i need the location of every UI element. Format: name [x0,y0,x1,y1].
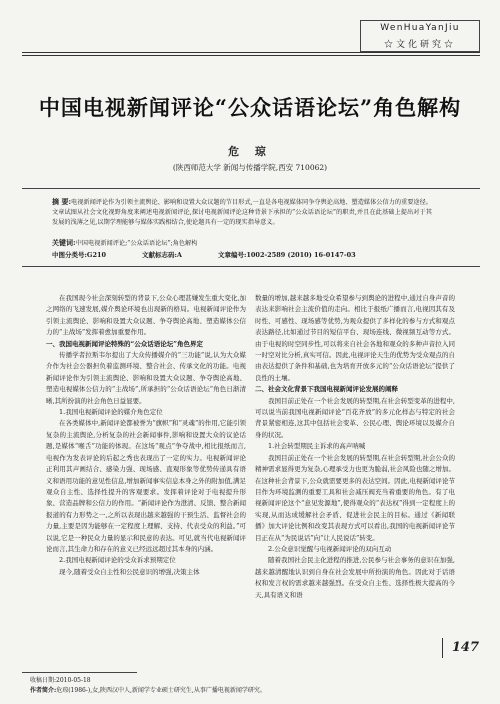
subsection-heading: 2.我国电视新闻评论的受众诉求预期定位 [59,556,176,565]
section-heading: 二、社会文化背景下我国电视新闻评论发展的阐释 [255,385,398,394]
author-bio [30,686,266,695]
paragraph: 随着我国社会民主化进程的推进,公民参与社会事务的意识在加强,越来越清醒地认识到自身在社会发展中所扮演的角色。因此对于话语权和发言权的需求越来越强烈。在受众自主性、选择性极大提高的今天,具有语义和语 [255,556,455,599]
section-heading: 一、我国电视新闻评论特殊的“公众话语论坛”角色界定 [46,339,203,348]
paragraph: 在各类媒体中,新闻评论都被誉为“旗帜”和“灵魂”的作用,它能引领复杂的主流舆论,分析复杂的社会新闻事件,影响和设置大众的议论话题,是媒体“喉舌”功能的体现。在这场“观点”争夺战中,相比报纸而言,电视作为发表评论的后起之秀也表现出了一定的实力。电视新闻评论正利用其声画结合、感染力强、现场感、直观形象等优势传递具有语义和语用功能的意见性信息,增加新闻事实信息本身之外的附加值,满足观众自主性、选择性提升的客观要求。发挥着评论对于电视提升形象、营造品牌和公信力的作用。“新闻评论作为澄清、反馈、整合新闻报道的有力形势之一,之所以表现出越来越强的干预生活、监督社会的力量,主要是因为能够在一定程度上理解、支持、代表受众的利益。”可以说,它是一种民众力量的显示和民意的表达。可见,就当代电视新闻评论而言,其生命力和存在的意义已经远远超过其本身的内涵。 [46,419,246,553]
keywords [52,238,432,249]
author-bio-text: 危琼(1986-),女,陕西汉中人,新闻学专业硕士研究生,从事广播电视新闻学研究。 [56,687,266,694]
journal-name-box [360,20,480,52]
subsection-heading: 1.社会转型期民主诉求的高声呐喊 [268,442,366,451]
abstract-text: 电视新闻评论作为引领主流舆论、影响和设置大众议题的节目形式,一直是各电视媒体同争夺舆论高地、塑造媒体公信力的重要途径。文章试图从社会文化视野角度来阐述电视新闻评论,探讨电视新闻评论这种背景下承担的“公众话语论坛”的职责,并且在此基础上提出对于其发展的浅薄之见,以期学理能够与媒体实践相结合,使论题具有一定的现实指导意义。 [52,199,432,226]
document-code: 文献标志码:A [142,251,182,259]
right-column [255,293,455,601]
paragraph: 我国目前正处在一个社会发展的转型期,在社会转型期,社会公众的精神需求显得更为复杂,心理承受力也更为脆弱,社会风险也随之增加。在这种社会背景下,公众就需要更多的表达空间。因此,电视新闻评论节目作为环境监测的重要工具和社会减压阀充当着重要的角色。有了电视新闻评论这个“意见发源地”,使得观众的“表达权”得到一定程度上的实现,从而达成缓解社会矛盾、促进社会民主的目标。通过《新闻联播》加大评论比例和改变其表现方式可以看出,我国的电视新闻评论节目正在从“为民说话”向“让人民说话”转变。 [255,453,455,542]
abstract [52,197,432,228]
paragraph: 数量的增加,越来越多地受众希望参与到舆论的进程中,通过自身声音的表达来影响社会主流价值的走向。相比于报纸广播而言,电视因其有及时性、可感性、现场感等优势,为观众提供了多样化的参与方式和观点表达路径,比如通过节目的短信平台、现场连线、微视频互动等方式。由于电视的时空同步性,可以将来自社会各地和观众的多种声音拉入同一时空对比分析,真实可信。因此,电视评论天生的优势为受众观点的自由表达提供了条件和基础,也为培育开放多元的“公众话语论坛”提供了良性的土壤。 [255,294,455,382]
clc-number: 中图分类号:G210 [52,251,107,259]
author-affiliation: (陕西师范大学 新闻与传播学院,西安 710062) [172,163,328,172]
author-bio-label: 作者简介: [30,687,57,694]
footnote-rule [22,672,137,673]
paragraph: 在我国现今社会深刻转型的背景下,公众心理甚嫌发生重大变化,加之网络的飞速发展,媒介舆论环境也出现新的格局。电视新闻评论作为引领主流舆论、影响和设置大众议题、争夺舆论高地、塑造媒体公信力的“主战场”发挥着愈加重要作用。 [46,294,246,337]
subsection-heading: 2.公众意识觉醒与电视新闻评论的双向互动 [268,544,392,553]
classification-row [52,250,432,260]
header-rule [22,52,480,53]
keywords-text: 中国电视新闻评论;“公众话语论坛”;角色解构 [75,240,198,247]
subsection-heading: 1.我国电视新闻评论的媒介角色定位 [59,408,163,417]
journal-name-chinese: ☆文化研究☆ [383,40,456,50]
paragraph: 现今,随着受众自主性和公民意识的增强,决策主体 [59,567,200,576]
keywords-label: 关键词: [52,238,76,247]
header-rule-double [22,55,480,56]
paragraph: 传播学者拉斯韦尔提出了大众传播媒介的“三功能”说,认为大众媒介作为社会公器担负着监测环境、整合社会、传承文化的功能。电视新闻评论作为引领主流舆论、影响和设置大众议题、争夺舆论高地、塑造电视媒体公信力的“主战场”,所承担的“公众话语论坛”角色日渐清晰,其所扮演的社会角色日益显要。 [46,351,246,405]
page-number: 147 [442,638,479,658]
journal-name-latin: WenHuaYanJiu [380,23,460,33]
abstract-top-rule [22,188,480,189]
left-column [46,293,246,578]
abstract-bottom-rule [22,266,480,267]
abstract-label: 摘 要: [52,197,72,206]
paragraph: 我国目前正处在一个社会发展的转型期,在社会转型变革的进程中,可以说当前我国电视新闻评论“百花齐放”的多元化样态与特定的社会背景紧密相连,这其中包括社会变革、公民心理、舆论环境以及媒介自身的状况。 [255,396,455,439]
article-title: 中国电视新闻评论“公众话语论坛”角色解构 [38,95,462,120]
article-number: 文章编号:1002-2589 (2010) 16-0147-03 [217,251,356,259]
received-date: 收稿日期:2010-05-18 [30,677,91,684]
author-name: 危 琼 [228,145,272,158]
